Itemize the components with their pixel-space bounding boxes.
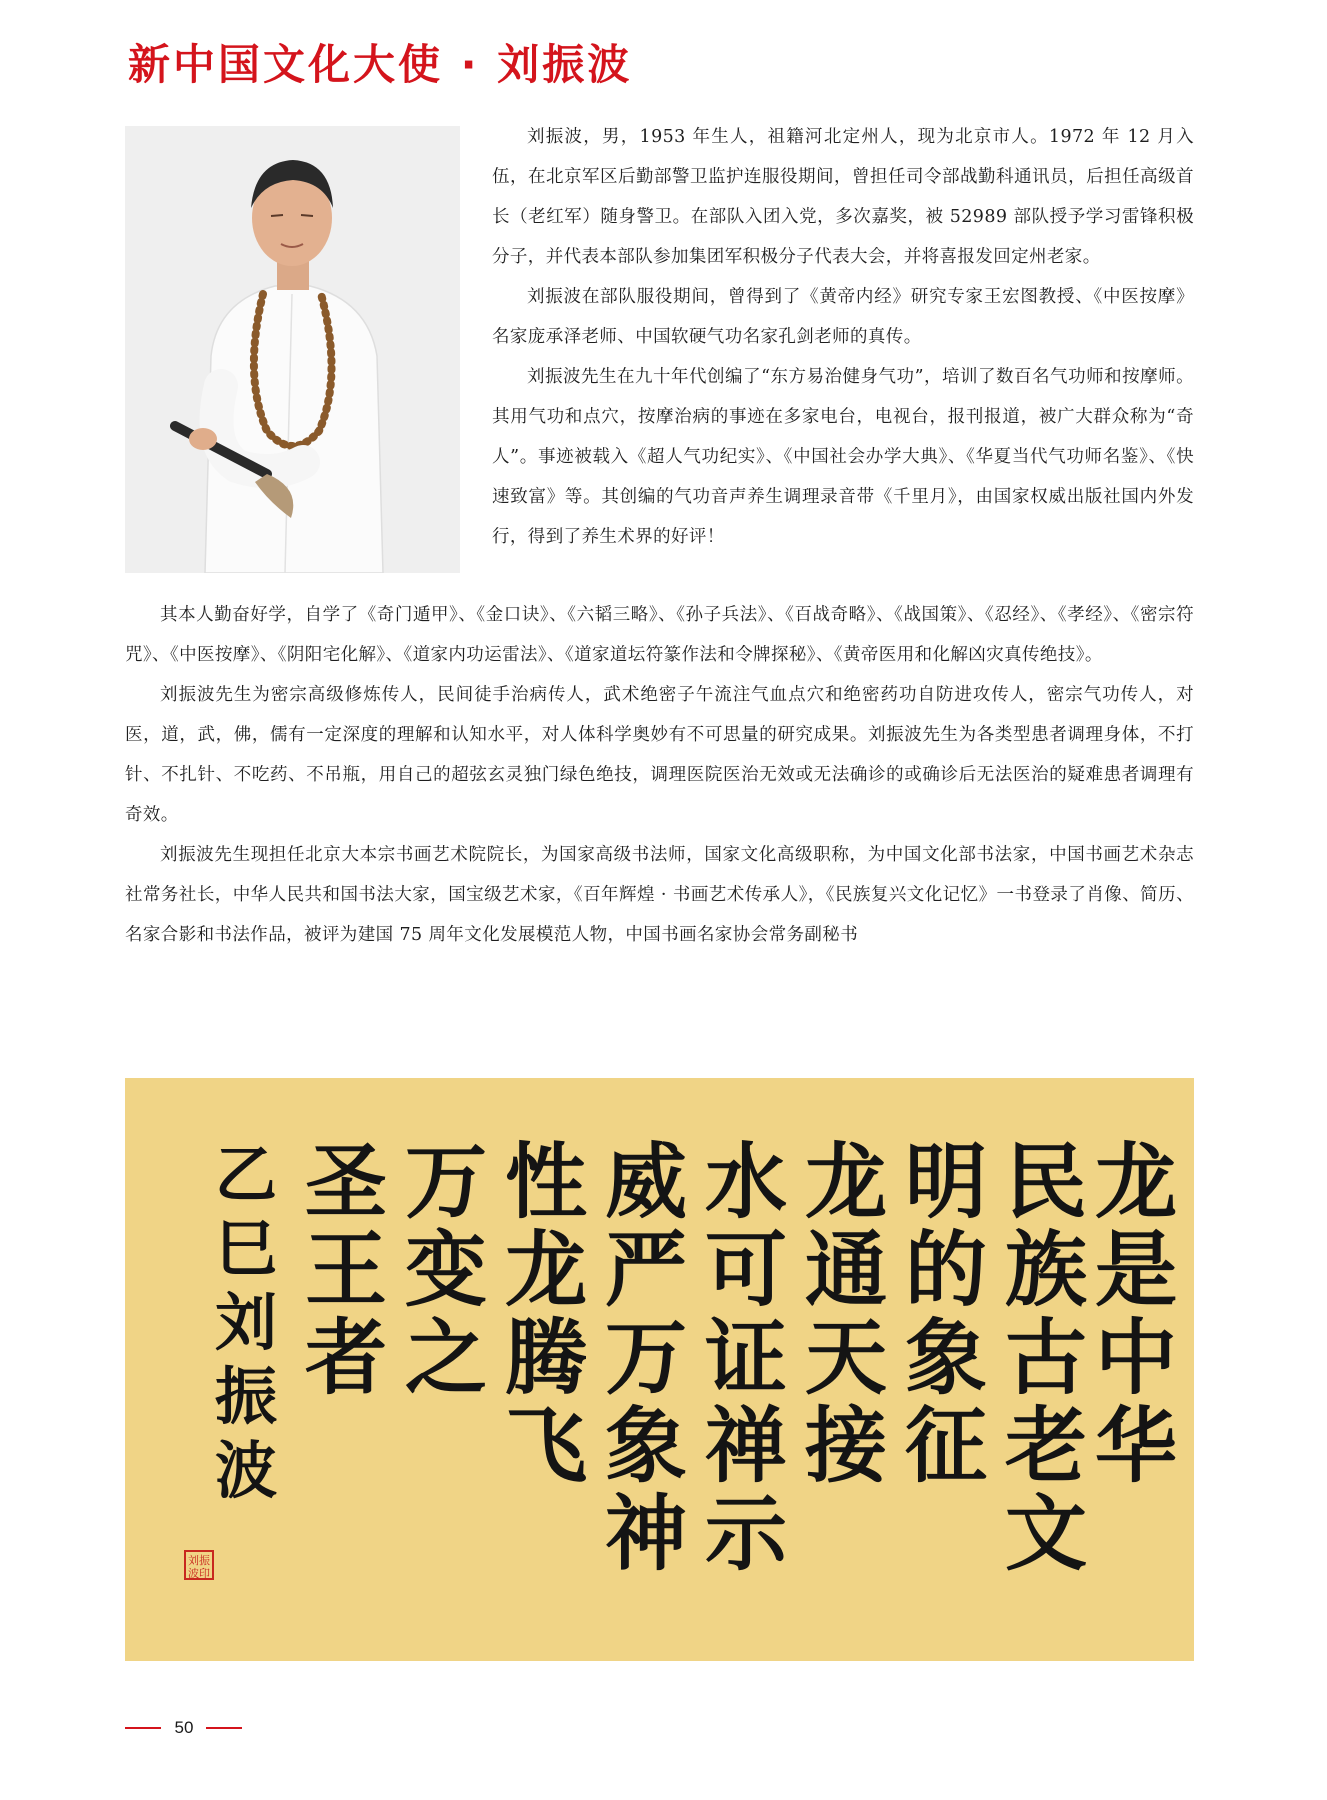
calligraphy-character: 象 (604, 1398, 687, 1494)
calligraphy-column (298, 1134, 394, 1406)
calligraphy-column (398, 1134, 494, 1406)
calligraphy-character: 龙 (1094, 1134, 1177, 1230)
calligraphy-character: 通 (804, 1222, 887, 1318)
calligraphy-column (1088, 1134, 1184, 1494)
calligraphy-character: 华 (1094, 1398, 1177, 1494)
calligraphy-character: 接 (804, 1398, 887, 1494)
calligraphy-column (798, 1134, 894, 1494)
portrait-photo (125, 126, 460, 573)
calligraphy-character: 古 (1004, 1310, 1087, 1406)
calligraphy-character: 禅 (704, 1398, 787, 1494)
calligraphy-character: 象 (904, 1310, 987, 1406)
calligraphy-character: 振 (214, 1360, 277, 1433)
calligraphy-character: 圣 (304, 1134, 387, 1230)
body-paragraph-2: 刘振波先生为密宗高级修炼传人，民间徒手治病传人，武术绝密子午流注气血点穴和绝密药功自防进攻传人，密宗气功传人，对医，道，武，佛，儒有一定深度的理解和认知水平，对人体科学奥妙有不可思量的研究成果。刘振波先生为各类型患者调理身体，不打针、不扎针、不吃药、不吊瓶，用自己的超弦玄灵独门绿色绝技，调理医院医治无效或无法确诊的或确诊后无法医治的疑难患者调理有奇效。 (125, 685, 1194, 825)
calligraphy-character: 腾 (504, 1310, 587, 1406)
calligraphy-character: 之 (404, 1310, 487, 1406)
intro-text (492, 117, 1194, 557)
page-title: 新中国文化大使 · 刘振波 (128, 40, 633, 89)
calligraphy-character: 万 (604, 1310, 687, 1406)
intro-paragraph-1: 刘振波，男，1953 年生人，祖籍河北定州人，现为北京市人。1972 年 12 月入伍，在北京军区后勤部警卫监护连服役期间，曾担任司令部战勤科通讯员，后担任高级首长（老红军）随身警卫。在部队入团入党，多次嘉奖，被 52989 部队授予学习雷锋积极分子，并代表本部队参加集团军积极分子代表大会，并将喜报发回定州老家。 (492, 127, 1194, 267)
calligraphy-character: 王 (304, 1222, 387, 1318)
calligraphy-column (898, 1134, 994, 1494)
calligraphy-character: 严 (604, 1222, 687, 1318)
body-paragraph-1: 其本人勤奋好学，自学了《奇门遁甲》、《金口诀》、《六韬三略》、《孙子兵法》、《百战奇略》、《战国策》、《忍经》、《孝经》、《密宗符咒》、《中医按摩》、《阴阳宅化解》、《道家内功运雷法》、《道家道坛符篆作法和令牌探秘》、《黄帝医用和化解凶灾真传绝技》。 (125, 605, 1194, 665)
body-paragraph-3: 刘振波先生现担任北京大本宗书画艺术院院长，为国家高级书法师，国家文化高级职称，为中国文化部书法家，中国书画艺术杂志社常务社长，中华人民共和国书法大家，国宝级艺术家，《百年辉煌 · 书画艺术传承人》，《民族复兴文化记忆》一书登录了肖像、简历、名家合影和书法作品，被评为建国 75 周年文化发展模范人物，中国书画名家协会常务副秘书 (125, 845, 1194, 945)
calligraphy-character: 是 (1094, 1222, 1177, 1318)
calligraphy-character: 征 (904, 1398, 987, 1494)
calligraphy-character: 万 (404, 1134, 487, 1230)
calligraphy-character: 乙 (214, 1138, 277, 1211)
calligraphy-character: 民 (1004, 1134, 1087, 1230)
calligraphy-column (498, 1134, 594, 1494)
calligraphy-character: 示 (704, 1486, 787, 1582)
calligraphy-artwork (125, 1078, 1194, 1661)
calligraphy-character: 族 (1004, 1222, 1087, 1318)
calligraphy-character: 波 (214, 1434, 277, 1507)
intro-paragraph-2: 刘振波在部队服役期间，曾得到了《黄帝内经》研究专家王宏图教授、《中医按摩》名家庞承泽老师、中国软硬气功名家孔剑老师的真传。 (492, 287, 1194, 347)
calligraphy-character: 神 (604, 1486, 687, 1582)
page-number-rule-left (125, 1727, 161, 1729)
calligraphy-character: 的 (904, 1222, 987, 1318)
calligraphy-character: 威 (604, 1134, 687, 1230)
calligraphy-character: 龙 (804, 1134, 887, 1230)
calligraphy-character: 明 (904, 1134, 987, 1230)
calligraphy-column (698, 1134, 794, 1582)
calligraphy-column (998, 1134, 1094, 1582)
calligraphy-character: 天 (804, 1310, 887, 1406)
seal-stamp: 刘振波印 (184, 1550, 214, 1580)
calligraphy-character: 中 (1094, 1310, 1177, 1406)
body-text (125, 595, 1194, 955)
calligraphy-character: 巳 (214, 1212, 277, 1285)
calligraphy-character: 文 (1004, 1486, 1087, 1582)
intro-paragraph-3: 刘振波先生在九十年代创编了“东方易治健身气功”，培训了数百名气功师和按摩师。其用气功和点穴，按摩治病的事迹在多家电台，电视台，报刊报道，被广大群众称为“奇人”。事迹被载入《超人气功纪实》、《中国社会办学大典》、《华夏当代气功师名鉴》、《快速致富》等。其创编的气功音声养生调理录音带《千里月》，由国家权威出版社国内外发行，得到了养生术界的好评！ (492, 367, 1194, 547)
calligraphy-character: 可 (704, 1222, 787, 1318)
page-number: 50 (174, 1718, 194, 1737)
calligraphy-character: 者 (304, 1310, 387, 1406)
calligraphy-character: 水 (704, 1134, 787, 1230)
page-number-rule-right (206, 1727, 242, 1729)
calligraphy-character: 刘 (214, 1286, 277, 1359)
calligraphy-character: 飞 (504, 1398, 587, 1494)
calligraphy-signature (198, 1138, 294, 1508)
calligraphy-character: 老 (1004, 1398, 1087, 1494)
calligraphy-character: 证 (704, 1310, 787, 1406)
calligraphy-character: 变 (404, 1222, 487, 1318)
calligraphy-character: 龙 (504, 1222, 587, 1318)
calligraphy-character: 性 (504, 1134, 587, 1230)
calligraphy-column (598, 1134, 694, 1582)
